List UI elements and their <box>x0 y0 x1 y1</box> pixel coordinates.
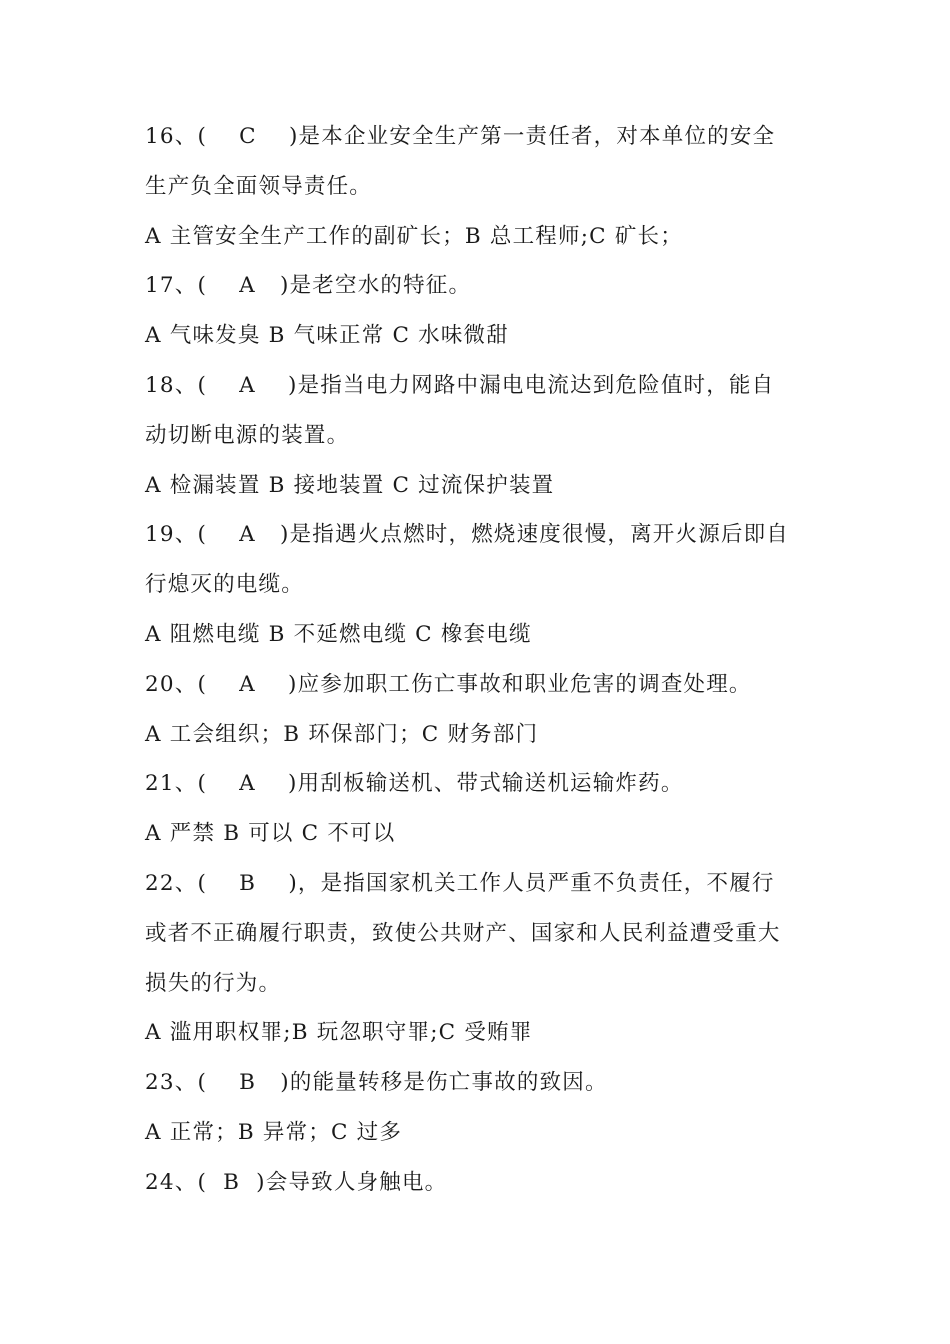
question-24: 24、( B )会导致人身触电。 <box>145 1169 448 1195</box>
question-18-options: A 检漏装置 B 接地装置 C 过流保护装置 <box>145 472 555 498</box>
question-20-options: A 工会组织；B 环保部门；C 财务部门 <box>145 721 539 747</box>
question-20: 20、( A )应参加职工伤亡事故和职业危害的调查处理。 <box>145 671 752 697</box>
question-22-line-1: 22、( B )，是指国家机关工作人员严重不负责任，不履行 <box>145 870 775 896</box>
question-19-line-2: 行熄灭的电缆。 <box>145 572 304 598</box>
question-23-options: A 正常；B 异常；C 过多 <box>145 1119 403 1145</box>
question-18-line-2: 动切断电源的装置。 <box>145 422 350 448</box>
question-17-options: A 气味发臭 B 气味正常 C 水味微甜 <box>145 323 509 349</box>
question-17: 17、( A )是老空水的特征。 <box>145 273 472 299</box>
question-21-options: A 严禁 B 可以 C 不可以 <box>145 821 396 847</box>
question-16-line-1: 16、( C )是本企业安全生产第一责任者，对本单位的安全 <box>145 124 776 149</box>
question-19-options: A 阻燃电缆 B 不延燃电缆 C 橡套电缆 <box>145 621 532 647</box>
question-16-options: A 主管安全生产工作的副矿长；B 总工程师;C 矿长； <box>145 223 683 249</box>
question-21: 21、( A )用刮板输送机、带式输送机运输炸药。 <box>145 771 684 797</box>
question-23: 23、( B )的能量转移是伤亡事故的致因。 <box>145 1070 608 1096</box>
question-19-line-1: 19、( A )是指遇火点燃时，燃烧速度很慢，离开火源后即自 <box>145 522 790 548</box>
question-22-options: A 滥用职权罪;B 玩忽职守罪;C 受贿罪 <box>145 1020 533 1046</box>
question-22-line-3: 损失的行为。 <box>145 970 282 996</box>
question-22-line-2: 或者不正确履行职责，致使公共财产、国家和人民利益遭受重大 <box>145 920 781 946</box>
question-18-line-1: 18、( A )是指当电力网路中漏电电流达到危险值时，能自 <box>145 372 775 398</box>
question-16-line-2: 生产负全面领导责任。 <box>145 173 373 199</box>
document-page <box>145 112 815 1208</box>
